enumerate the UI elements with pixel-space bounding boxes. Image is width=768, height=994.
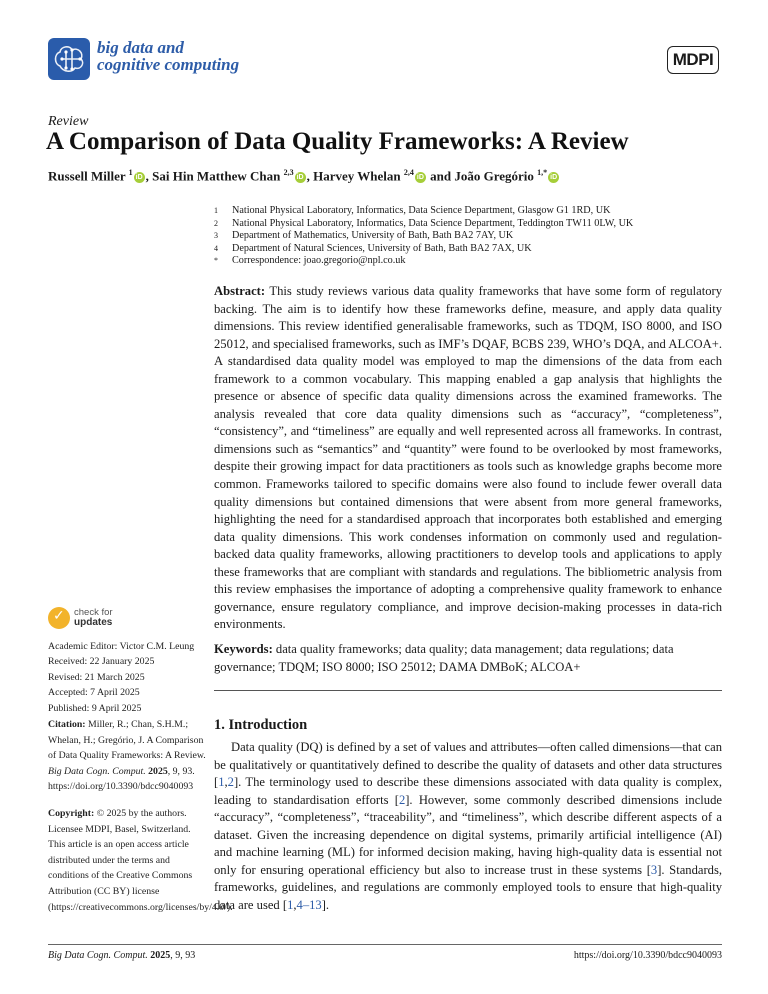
check-icon: [48, 607, 70, 629]
journal-logo: [48, 38, 90, 80]
intro-text: Data quality (DQ) is defined by a set of values and attributes—often called dimensions—that can be qualitatively or quantitatively defined to describe the quality of datasets and other data structures [: [214, 740, 722, 789]
published-date: Published: 9 April 2025: [48, 702, 142, 714]
article-type: Review: [48, 114, 89, 129]
footer-citation: [48, 950, 195, 961]
affiliation-item: [214, 205, 633, 218]
check-for-updates-badge[interactable]: [48, 607, 113, 629]
orcid-icon[interactable]: iD: [416, 174, 424, 182]
author-separator: ,: [145, 168, 153, 184]
footer-volume: , 9, 93: [170, 950, 196, 961]
brain-circuit-icon: [48, 38, 90, 80]
received-date: Received: 22 January 2025: [48, 656, 155, 667]
affiliation-text: Department of Mathematics, University of Bath, Bath BA2 7AY, UK: [232, 230, 514, 242]
affiliation-mark: 4: [214, 243, 218, 253]
affiliation-list: [214, 205, 633, 268]
academic-editor: Academic Editor: Victor C.M. Leung: [48, 641, 195, 652]
section-heading: 1. Introduction: [214, 717, 308, 733]
reference-link[interactable]: 1: [287, 897, 294, 912]
check-updates-line1: check for: [74, 607, 113, 618]
footer-doi-link[interactable]: https://doi.org/10.3390/bdcc9040093: [573, 950, 722, 961]
keywords-text: data quality frameworks; data quality; data management; data regulations; data governance; TDQM; ISO 8000; ISO 25012; DAMA DMBoK; ALCOA+: [214, 642, 674, 674]
affiliation-item: [214, 230, 633, 243]
publication-dates: [48, 654, 206, 716]
intro-paragraph: [214, 739, 722, 914]
introduction-body: [214, 739, 722, 914]
keywords-label: Keywords:: [214, 642, 273, 656]
author-separator: ,: [306, 168, 314, 184]
intro-text: ]. However, some commonly described dimensions include “accuracy”, “completeness”, “traceability”, and “timeliness”, which describe different aspects of a dataset. Given the increasing dependence on digital systems, primarily artificial intelligence (AI) and machine learning (ML) for informed decision making, having high-quality data is essential not only for ensuring operational efficiency but also to increase trust in these systems [: [214, 792, 722, 877]
intro-text: ]. Standards, frameworks, guidelines, and regulations are commonly employed tools to ensure that high-quality data are used [: [214, 862, 723, 912]
section-divider: [214, 690, 722, 691]
revised-date: Revised: 21 March 2025: [48, 671, 145, 683]
intro-text: ,: [293, 897, 297, 912]
affiliation-text: National Physical Laboratory, Informatics, Data Science Department, Glasgow G1 1RD, UK: [232, 205, 611, 216]
keywords: [214, 641, 722, 676]
author-name[interactable]: Russell Miller: [48, 168, 129, 184]
affiliation-mark: 1: [214, 206, 218, 215]
abstract: [214, 283, 722, 634]
author-name[interactable]: Sai Hin Matthew Chan: [152, 168, 284, 184]
page-title: A Comparison of Data Quality Frameworks: A Review: [46, 128, 629, 155]
author-affiliation-mark: 1: [128, 168, 133, 177]
affiliation-mark: *: [214, 256, 218, 266]
copyright-label: Copyright:: [48, 808, 95, 819]
author-affiliation-mark: 2,3: [283, 168, 294, 177]
intro-text: ].: [321, 897, 330, 912]
affiliation-mark: 3: [214, 231, 218, 241]
reference-link[interactable]: 1: [218, 775, 225, 789]
accepted-date: Accepted: 7 April 2025: [48, 687, 140, 699]
journal-name-line1: big data and: [97, 38, 184, 57]
journal-name[interactable]: [97, 39, 239, 73]
orcid-icon[interactable]: iD: [135, 174, 143, 182]
citation-journal: Big Data Cogn. Comput.: [48, 765, 146, 777]
affiliation-item: [214, 218, 633, 231]
citation-year: 2025: [145, 765, 168, 777]
copyright-text: © 2025 by the authors. Licensee MDPI, Basel, Switzerland. This article is an open access article distributed under the terms and conditions of the Creative Commons Attribution (CC BY) license (https://creativecommons.org/licenses/by/4.0/).: [48, 808, 233, 913]
reference-link[interactable]: 4–13: [296, 897, 322, 912]
affiliation-text: National Physical Laboratory, Informatics, Data Science Department, Teddington TW11 0LW, UK: [232, 217, 634, 229]
orcid-icon[interactable]: iD: [550, 174, 558, 182]
affiliation-item: [214, 255, 633, 268]
publisher-logo[interactable]: MDPI: [667, 46, 719, 74]
footer-year: 2025: [150, 950, 171, 961]
reference-link[interactable]: 3: [650, 862, 658, 877]
footer-divider: [48, 944, 722, 945]
orcid-icon[interactable]: iD: [296, 174, 304, 182]
citation-label: Citation:: [48, 719, 86, 730]
author-name[interactable]: João Gregório: [454, 168, 538, 184]
author-separator: and: [426, 168, 455, 184]
footer-journal: Big Data Cogn. Comput.: [48, 950, 148, 961]
author-list: [48, 168, 560, 184]
intro-text: ]. The terminology used to describe these dimensions associated with data quality is complex, leading to standardisation efforts [: [214, 775, 722, 807]
check-updates-line2: updates: [74, 617, 113, 628]
citation-text: Miller, R.; Chan, S.H.M.; Whelan, H.; Gregório, J. A Comparison of Data Quality Frameworks: A Review.: [48, 719, 206, 761]
citation-block: [48, 717, 206, 795]
author-name[interactable]: Harvey Whelan: [313, 168, 404, 184]
journal-name-line2: cognitive computing: [97, 55, 240, 74]
author-affiliation-mark: 1,*: [537, 168, 548, 177]
affiliation-text: Department of Natural Sciences, University of Bath, Bath BA2 7AX, UK: [232, 242, 532, 254]
copyright-block: [48, 806, 233, 915]
reference-link[interactable]: 2: [398, 792, 406, 807]
author-affiliation-mark: 2,4: [403, 168, 414, 177]
affiliation-text: Correspondence: joao.gregorio@npl.co.uk: [232, 255, 406, 267]
affiliation-item: [214, 243, 633, 256]
abstract-text: This study reviews various data quality frameworks that have some form of regulatory backing. The aim is to identify how these frameworks define, measure, and apply data quality dimensions. This review identified generalisable frameworks, such as TDQM, ISO 8000, and ISO 25012, and specialised frameworks, such as IMF’s DQAF, BCBS 239, WHO’s DQA, and ALCOA+. A standardised data quality model was employed to map the dimensions of the data from each framework to a common vocabulary. This mapping enabled a gap analysis that highlights the presence or absence of specific data quality dimensions across the examined frameworks. The analysis revealed that core data quality dimensions such as “accuracy”, “completeness”, “consistency”, and “timeliness” are equally and well represented across all frameworks. In contrast, dimensions such as “semantics” and “quantity” were found to be overlooked by most frameworks, despite their growing impact for data practitioners as tools such as knowledge graphs become more common. Frameworks tailored to specific domains were also found to include fewer overall data quality dimensions but contained dimensions that were absent from more general frameworks, highlighting the need for a standardised approach that incorporates both established and emerging data quality dimensions. This work condenses information on commonly used and regulation-backed data quality frameworks, allowing practitioners to develop tools and applications to apply these frameworks that are compliant with standards and regulations. The bibliometric analysis from this review emphasises the importance of adopting a comprehensive quality framework to enhance governance, ensure regulatory compliance, and improve decision-making processes in data-rich environments.: [214, 284, 723, 632]
affiliation-mark: 2: [214, 218, 218, 228]
reference-link[interactable]: 2: [227, 775, 234, 789]
intro-text: ,: [224, 775, 228, 789]
citation-rest[interactable]: , 9, 93. https://doi.org/10.3390/bdcc9040093: [48, 765, 195, 792]
abstract-label: Abstract:: [214, 284, 266, 298]
